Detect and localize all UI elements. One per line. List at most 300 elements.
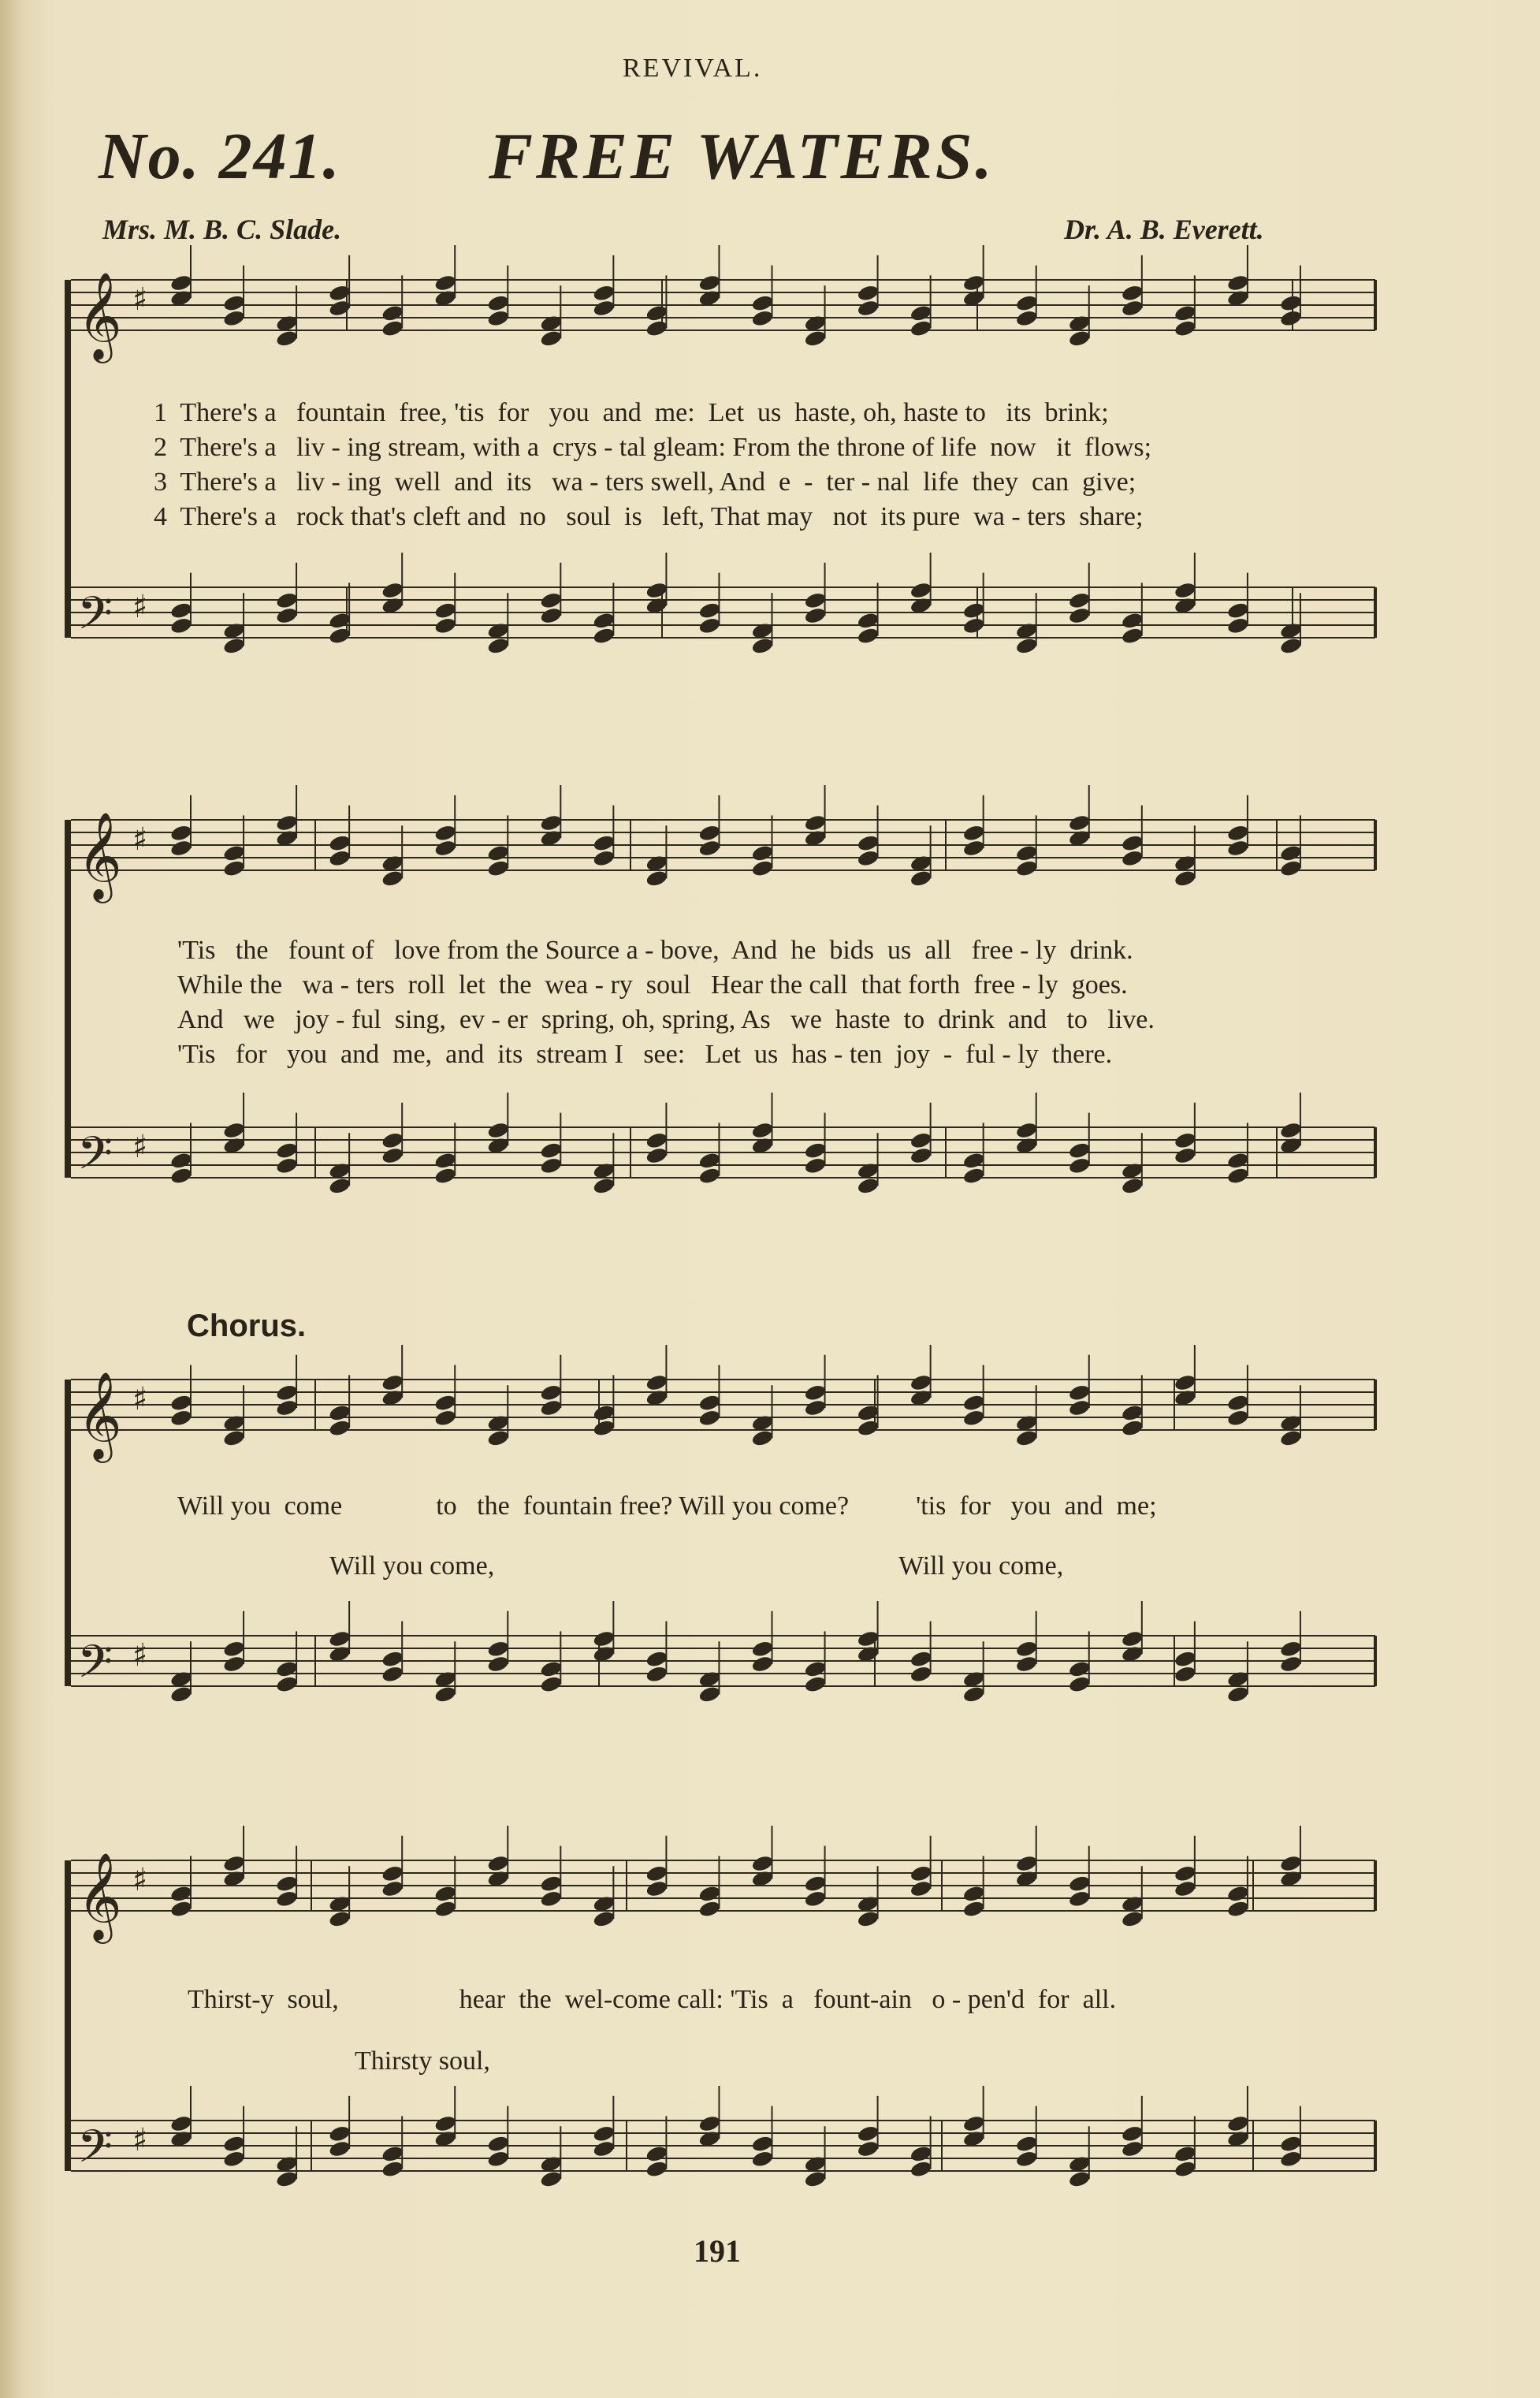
note-head <box>804 1659 828 1678</box>
note-head <box>381 303 404 322</box>
note-head <box>1121 627 1144 646</box>
note-head <box>381 319 404 338</box>
note-head <box>698 1167 722 1186</box>
note-head <box>1226 839 1250 858</box>
note-head <box>857 1176 880 1195</box>
note-head <box>222 859 246 878</box>
note-head <box>1068 1659 1092 1678</box>
note-head <box>433 1151 457 1170</box>
note-head <box>857 627 880 646</box>
note-head <box>486 1655 510 1674</box>
note-head <box>169 1900 193 1919</box>
note-head <box>962 1685 986 1704</box>
key-signature-sharp-icon: ♯ <box>132 821 148 858</box>
note-head <box>962 1900 986 1919</box>
note-head <box>1068 606 1092 625</box>
note-head <box>486 2150 510 2169</box>
key-signature-sharp-icon: ♯ <box>132 589 148 625</box>
verse-line-3b: And we joy - ful sing, ev - er spring, oh, spring, As we haste to drink and to live. <box>177 1005 1155 1034</box>
note-head <box>592 2139 616 2158</box>
note-head <box>592 1176 616 1195</box>
note-head <box>1015 843 1039 862</box>
note-head <box>751 309 775 328</box>
treble-clef-icon: 𝄞 <box>77 271 122 359</box>
note-head <box>909 2160 933 2179</box>
note-head <box>1279 1640 1303 1659</box>
note-head <box>804 1156 828 1175</box>
note-head <box>539 591 563 610</box>
note-head <box>1068 1890 1092 1908</box>
verse-line-3a: 3 There's a liv - ing well and its wa - ters swell, And e - ter - nal life they can give; <box>154 467 1136 497</box>
note-head <box>1279 294 1303 313</box>
note-head <box>328 1419 352 1438</box>
note-head <box>381 869 404 888</box>
note-head <box>381 2144 404 2163</box>
note-head <box>1226 2114 1250 2133</box>
note-head <box>1015 294 1039 313</box>
note-head <box>804 606 828 625</box>
note-head <box>592 849 616 868</box>
note-head <box>1015 309 1039 328</box>
note-head <box>275 1659 299 1678</box>
note-head <box>1174 1146 1197 1165</box>
note-head <box>433 2114 457 2133</box>
note-head <box>1226 616 1250 635</box>
note-head <box>381 1146 404 1165</box>
note-head <box>698 839 722 858</box>
note-head <box>169 601 193 620</box>
note-head <box>645 1665 668 1684</box>
note-head <box>328 834 352 853</box>
note-head <box>433 1884 457 1903</box>
bass-clef-icon: 𝄢 <box>77 1635 113 1700</box>
note-head <box>1121 2124 1144 2143</box>
note-head <box>169 1394 193 1413</box>
note-head <box>1068 2169 1092 2188</box>
note-head <box>751 1640 775 1659</box>
note-head <box>909 1131 933 1150</box>
note-head <box>275 606 299 625</box>
note-head <box>1015 1655 1039 1674</box>
hymn-title: FREE WATERS. <box>489 120 995 193</box>
note-head <box>857 1403 880 1422</box>
note-head <box>804 1890 828 1908</box>
note-head <box>645 1650 668 1669</box>
note-head <box>804 1383 828 1402</box>
note-head <box>1226 1167 1250 1186</box>
note-head <box>698 616 722 635</box>
note-head <box>169 1884 193 1903</box>
note-head <box>222 1640 246 1659</box>
note-head <box>433 274 457 292</box>
chorus-bass-lyric-1a: Will you come, <box>329 1551 495 1581</box>
bass-clef-icon: 𝄢 <box>77 586 113 651</box>
note-head <box>433 1685 457 1704</box>
composer-credit: Dr. A. B. Everett. <box>1064 214 1264 245</box>
note-head <box>909 2144 933 2163</box>
note-head <box>1121 1909 1144 1928</box>
note-head <box>328 2139 352 2158</box>
note-head <box>275 814 299 832</box>
note-head <box>1174 303 1197 322</box>
note-head <box>433 601 457 620</box>
note-head <box>962 1409 986 1428</box>
note-head <box>962 601 986 620</box>
chorus-bass-lyric-2: Thirsty soul, <box>355 2046 490 2076</box>
chorus-lyric-1: Will you come to the fountain free? Will you come? 'tis for you and me; <box>177 1491 1157 1521</box>
note-head <box>169 616 193 635</box>
note-head <box>381 1650 404 1669</box>
note-head <box>645 2160 668 2179</box>
note-head <box>1279 1121 1303 1140</box>
note-head <box>1226 824 1250 843</box>
note-head <box>433 1394 457 1413</box>
note-head <box>169 1151 193 1170</box>
note-head <box>1068 1875 1092 1893</box>
note-head <box>381 1131 404 1150</box>
note-head <box>1226 274 1250 292</box>
verse-line-2b: While the wa - ters roll let the wea - ry soul Hear the call that forth free - ly goes. <box>177 970 1128 1000</box>
note-head <box>592 1629 616 1648</box>
note-head <box>486 294 510 313</box>
note-head <box>804 1141 828 1160</box>
note-head <box>539 1659 563 1678</box>
note-head <box>1068 329 1092 348</box>
note-head <box>698 274 722 292</box>
note-head <box>539 1383 563 1402</box>
page-number: 191 <box>694 2233 741 2269</box>
note-head <box>751 1854 775 1873</box>
note-head <box>1279 859 1303 878</box>
note-head <box>539 1156 563 1175</box>
note-head <box>857 611 880 630</box>
note-head <box>1121 1419 1144 1438</box>
note-head <box>1015 859 1039 878</box>
note-head <box>539 1890 563 1908</box>
note-head <box>381 1879 404 1898</box>
note-head <box>645 1864 668 1883</box>
note-head <box>1068 814 1092 832</box>
note-head <box>328 1909 352 1928</box>
note-head <box>539 1875 563 1893</box>
verse-line-1a: 1 There's a fountain free, 'tis for you and me: Let us haste, oh, haste to its brink; <box>154 398 1109 427</box>
verse-line-1b: 'Tis the fount of love from the Source a - bove, And he bids us all free - ly drink. <box>177 936 1133 965</box>
note-head <box>592 1909 616 1928</box>
note-head <box>222 294 246 313</box>
note-head <box>222 309 246 328</box>
note-head <box>592 834 616 853</box>
note-head <box>486 1121 510 1140</box>
note-head <box>1174 319 1197 338</box>
note-head <box>328 611 352 630</box>
note-head <box>1121 1629 1144 1648</box>
note-head <box>275 1398 299 1417</box>
note-head <box>539 814 563 832</box>
note-head <box>539 1141 563 1160</box>
note-head <box>1174 1879 1197 1898</box>
note-head <box>592 1419 616 1438</box>
note-head <box>592 299 616 318</box>
key-signature-sharp-icon: ♯ <box>132 1862 148 1898</box>
note-head <box>275 1383 299 1402</box>
note-head <box>169 824 193 843</box>
note-head <box>751 843 775 862</box>
note-head <box>698 1900 722 1919</box>
key-signature-sharp-icon: ♯ <box>132 1381 148 1417</box>
note-head <box>857 1629 880 1648</box>
note-head <box>222 2150 246 2169</box>
note-head <box>1068 1383 1092 1402</box>
note-head <box>275 2169 299 2188</box>
note-head <box>328 1176 352 1195</box>
note-head <box>328 1403 352 1422</box>
note-head <box>169 1409 193 1428</box>
note-head <box>433 1900 457 1919</box>
note-head <box>328 1629 352 1648</box>
note-head <box>962 824 986 843</box>
note-head <box>1174 581 1197 600</box>
note-head <box>275 591 299 610</box>
key-signature-sharp-icon: ♯ <box>132 1637 148 1674</box>
note-head <box>1015 1121 1039 1140</box>
note-head <box>1174 2160 1197 2179</box>
note-head <box>169 274 193 292</box>
note-head <box>328 2124 352 2143</box>
treble-clef-icon: 𝄞 <box>77 1371 122 1459</box>
note-head <box>275 329 299 348</box>
note-head <box>1226 1685 1250 1704</box>
note-head <box>909 1146 933 1165</box>
note-head <box>1121 2139 1144 2158</box>
note-head <box>909 581 933 600</box>
note-head <box>381 2160 404 2179</box>
note-head <box>592 284 616 303</box>
note-head <box>751 1428 775 1447</box>
key-signature-sharp-icon: ♯ <box>132 2122 148 2158</box>
note-head <box>804 1875 828 1893</box>
note-head <box>751 1655 775 1674</box>
note-head <box>857 1909 880 1928</box>
note-head <box>857 849 880 868</box>
note-head <box>645 1373 668 1392</box>
note-head <box>1174 1373 1197 1392</box>
note-head <box>1068 1156 1092 1175</box>
note-head <box>1226 1884 1250 1903</box>
note-head <box>1279 2135 1303 2154</box>
note-head <box>804 329 828 348</box>
chorus-bass-lyric-1b: Will you come, <box>898 1551 1064 1581</box>
note-head <box>962 616 986 635</box>
note-head <box>857 2139 880 2158</box>
note-head <box>275 1156 299 1175</box>
note-head <box>328 284 352 303</box>
note-head <box>751 2135 775 2154</box>
note-head <box>1279 309 1303 328</box>
note-head <box>909 1650 933 1669</box>
note-head <box>328 849 352 868</box>
note-head <box>592 2124 616 2143</box>
bass-clef-icon: 𝄢 <box>77 1126 113 1191</box>
note-head <box>751 1121 775 1140</box>
note-head <box>1174 869 1197 888</box>
note-head <box>1015 1428 1039 1447</box>
note-head <box>1121 284 1144 303</box>
note-head <box>698 1394 722 1413</box>
note-head <box>857 834 880 853</box>
note-head <box>1015 2150 1039 2169</box>
bass-clef-icon: 𝄢 <box>77 2120 113 2184</box>
note-head <box>804 814 828 832</box>
note-head <box>328 627 352 646</box>
note-head <box>433 1167 457 1186</box>
note-head <box>909 869 933 888</box>
note-head <box>698 1685 722 1704</box>
verse-line-4a: 4 There's a rock that's cleft and no soul is left, That may not its pure wa - ters share; <box>154 502 1144 531</box>
note-head <box>1226 1394 1250 1413</box>
note-head <box>645 1146 668 1165</box>
note-head <box>486 2135 510 2154</box>
note-head <box>169 839 193 858</box>
note-head <box>1279 1854 1303 1873</box>
note-head <box>751 294 775 313</box>
note-head <box>1068 591 1092 610</box>
note-head <box>539 329 563 348</box>
note-head <box>486 1640 510 1659</box>
note-head <box>222 636 246 655</box>
note-head <box>1015 1640 1039 1659</box>
note-head <box>1279 2150 1303 2169</box>
note-head <box>433 839 457 858</box>
note-head <box>909 1665 933 1684</box>
note-head <box>1279 1655 1303 1674</box>
note-head <box>804 2169 828 2188</box>
note-head <box>539 1675 563 1694</box>
note-head <box>1174 2144 1197 2163</box>
lyricist-credit: Mrs. M. B. C. Slade. <box>102 214 342 245</box>
note-head <box>804 1675 828 1694</box>
note-head <box>222 1854 246 1873</box>
note-head <box>539 1398 563 1417</box>
note-head <box>909 319 933 338</box>
note-head <box>486 636 510 655</box>
note-head <box>1068 1141 1092 1160</box>
note-head <box>698 601 722 620</box>
note-head <box>486 859 510 878</box>
note-head <box>328 299 352 318</box>
note-head <box>962 839 986 858</box>
note-head <box>539 606 563 625</box>
note-head <box>275 1890 299 1908</box>
note-head <box>222 1428 246 1447</box>
note-head <box>645 581 668 600</box>
note-head <box>645 2144 668 2163</box>
note-head <box>909 303 933 322</box>
system-brace <box>65 1860 71 2171</box>
note-head <box>1121 299 1144 318</box>
note-head <box>857 299 880 318</box>
note-head <box>962 1167 986 1186</box>
system-brace <box>65 280 71 638</box>
note-head <box>381 1665 404 1684</box>
note-head <box>592 1403 616 1422</box>
note-head <box>592 611 616 630</box>
note-head <box>222 1121 246 1140</box>
note-head <box>486 309 510 328</box>
note-head <box>222 1655 246 1674</box>
note-head <box>698 1409 722 1428</box>
note-head <box>962 1884 986 1903</box>
note-head <box>486 1854 510 1873</box>
note-head <box>381 1373 404 1392</box>
key-signature-sharp-icon: ♯ <box>132 281 148 318</box>
treble-clef-icon: 𝄞 <box>77 811 122 899</box>
note-head <box>1226 1900 1250 1919</box>
note-head <box>1068 1398 1092 1417</box>
note-head <box>1174 1665 1197 1684</box>
note-head <box>1121 849 1144 868</box>
chorus-lyric-2: Thirst-y soul, hear the wel-come call: 'Tis a fount-ain o - pen'd for all. <box>188 1985 1117 2014</box>
note-head <box>962 1394 986 1413</box>
note-head <box>433 824 457 843</box>
note-head <box>169 1685 193 1704</box>
note-head <box>1015 636 1039 655</box>
note-head <box>909 1864 933 1883</box>
note-head <box>1121 611 1144 630</box>
note-head <box>645 1131 668 1150</box>
note-head <box>909 1879 933 1898</box>
note-head <box>962 1151 986 1170</box>
note-head <box>962 274 986 292</box>
note-head <box>645 319 668 338</box>
note-head <box>486 1428 510 1447</box>
treble-clef-icon: 𝄞 <box>77 1852 122 1940</box>
note-head <box>1226 1409 1250 1428</box>
note-head <box>1121 1403 1144 1422</box>
note-head <box>1121 1176 1144 1195</box>
note-head <box>645 303 668 322</box>
note-head <box>1015 2135 1039 2154</box>
note-head <box>1174 1864 1197 1883</box>
note-head <box>592 627 616 646</box>
section-heading: REVIVAL. <box>623 54 763 83</box>
note-head <box>645 1879 668 1898</box>
note-head <box>751 859 775 878</box>
verse-line-2a: 2 There's a liv - ing stream, with a crys - tal gleam: From the throne of life now it flows; <box>154 433 1152 462</box>
system-brace <box>65 1380 71 1686</box>
note-head <box>1174 1650 1197 1669</box>
note-head <box>433 616 457 635</box>
note-head <box>857 2124 880 2143</box>
note-head <box>909 1373 933 1392</box>
note-head <box>804 1398 828 1417</box>
note-head <box>751 2150 775 2169</box>
note-head <box>1226 601 1250 620</box>
note-head <box>169 1167 193 1186</box>
note-head <box>1279 1428 1303 1447</box>
note-head <box>698 2114 722 2133</box>
note-head <box>539 2169 563 2188</box>
note-head <box>751 636 775 655</box>
note-head <box>698 1884 722 1903</box>
note-head <box>1015 1854 1039 1873</box>
note-head <box>381 1864 404 1883</box>
note-head <box>222 843 246 862</box>
note-head <box>857 1419 880 1438</box>
note-head <box>381 581 404 600</box>
note-head <box>804 591 828 610</box>
note-head <box>1226 1151 1250 1170</box>
note-head <box>486 843 510 862</box>
